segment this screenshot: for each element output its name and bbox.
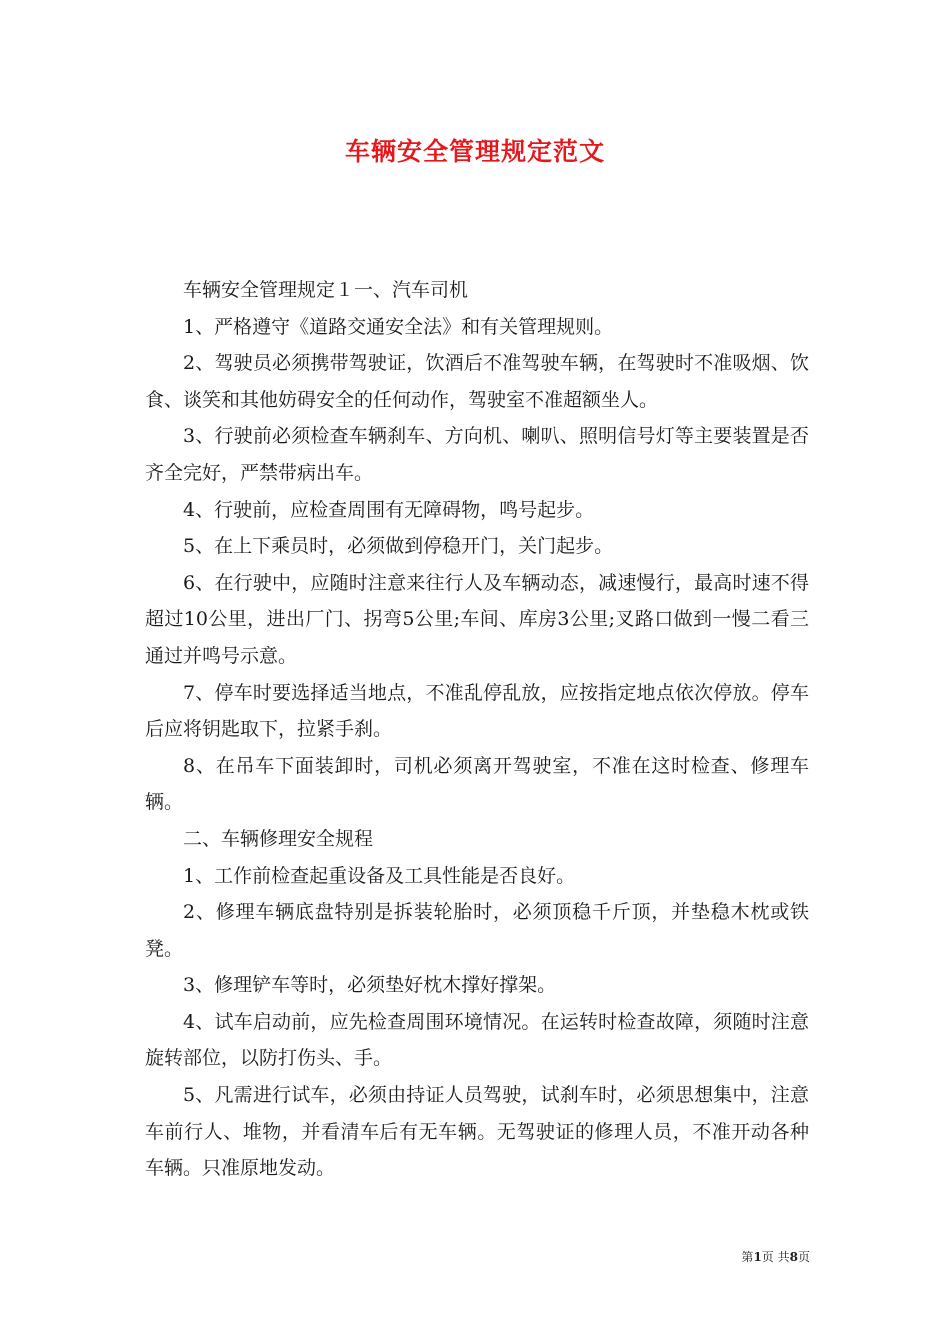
- paragraph-6: 6、在行驶中，应随时注意来往行人及车辆动态，减速慢行，最高时速不得超过10公里，进出厂门、拐弯5公里;车间、库房3公里;叉路口做到一慢二看三通过并鸣号示意。: [145, 571, 809, 667]
- footer-middle: 页 共: [761, 1250, 790, 1264]
- paragraph-10: 1、工作前检查起重设备及工具性能是否良好。: [183, 864, 576, 887]
- section-heading-2: 二、车辆修理安全规程: [183, 827, 374, 850]
- paragraph-5: 5、在上下乘员时，必须做到停稳开门，关门起步。: [183, 535, 614, 558]
- document-body: [145, 272, 809, 1187]
- paragraph-7: 7、停车时要选择适当地点，不准乱停乱放，应按指定地点依次停放。停车后应将钥匙取下，拉紧手刹。: [145, 681, 809, 741]
- paragraph-13: 4、试车启动前，应先检查周围环境情况。在运转时检查故障，须随时注意旋转部位，以防打伤头、手。: [145, 1010, 809, 1070]
- footer-current-page: 1: [753, 1250, 762, 1264]
- paragraph-0: 车辆安全管理规定１一、汽车司机: [183, 279, 469, 301]
- paragraph-12: 3、修理铲车等时，必须垫好枕木撑好撑架。: [183, 974, 557, 997]
- paragraph-1: 1、严格遵守《道路交通安全法》和有关管理规则。: [183, 315, 614, 338]
- paragraph-3: 3、行驶前必须检查车辆刹车、方向机、喇叭、照明信号灯等主要装置是否齐全完好，严禁带病出车。: [145, 425, 809, 484]
- paragraph-8: 8、在吊车下面装卸时，司机必须离开驾驶室，不准在这时检查、修理车辆。: [145, 754, 809, 814]
- page-number-footer: [700, 1248, 810, 1265]
- paragraph-4: 4、行驶前，应检查周围有无障碍物，鸣号起步。: [183, 498, 595, 521]
- footer-prefix: 第: [741, 1250, 754, 1264]
- paragraph-2: 2、驾驶员必须携带驾驶证，饮酒后不准驾驶车辆，在驾驶时不准吸烟、饮食、谈笑和其他妨碍安全的任何动作，驾驶室不准超额坐人。: [145, 352, 809, 411]
- document-title: 车辆安全管理规定范文: [344, 137, 605, 166]
- footer-suffix: 页: [797, 1250, 810, 1264]
- paragraph-14: 5、凡需进行试车，必须由持证人员驾驶，试刹车时，必须思想集中，注意车前行人、堆物，并看清车后有无车辆。无驾驶证的修理人员，不准开动各种车辆。只准原地发动。: [145, 1084, 809, 1180]
- footer-total-pages: 8: [789, 1250, 798, 1264]
- paragraph-11: 2、修理车辆底盘特别是拆装轮胎时，必须顶稳千斤顶，并垫稳木枕或铁凳。: [145, 901, 809, 960]
